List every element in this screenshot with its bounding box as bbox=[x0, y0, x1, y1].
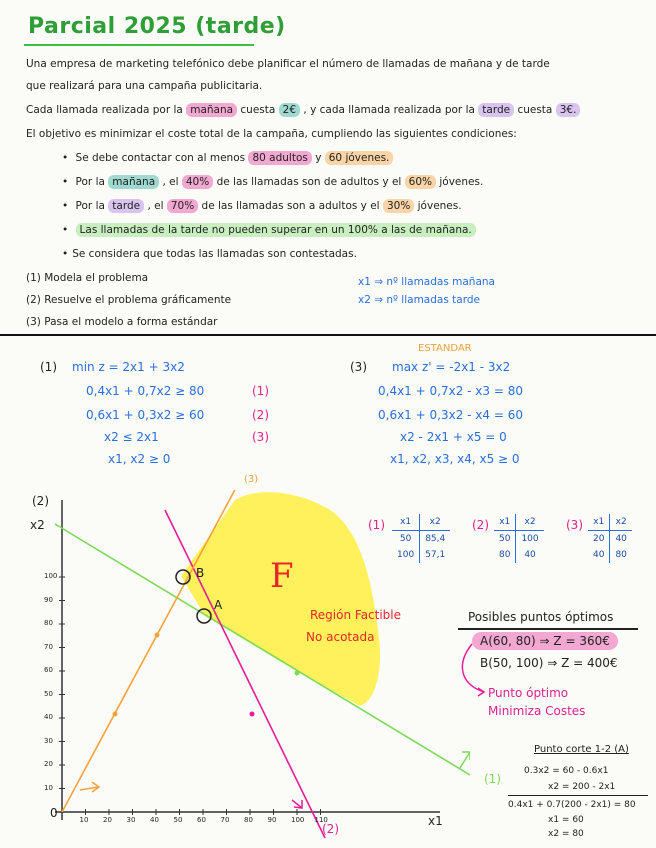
question-2: (2) Resuelve el problema gráficamente bbox=[26, 294, 232, 306]
text: y bbox=[315, 152, 322, 164]
table-cell: 50 bbox=[392, 531, 420, 548]
y-tick-label: 70 bbox=[44, 642, 53, 651]
line-3-dot bbox=[113, 712, 118, 717]
cut-divider bbox=[508, 795, 648, 796]
x-tick-label: 90 bbox=[267, 816, 277, 824]
bullet-1 bbox=[62, 152, 393, 164]
region-label-2: No acotada bbox=[306, 630, 375, 644]
statement-line-4: El objetivo es minimizar el coste total de la campaña, cumpliendo las siguientes condiciones: bbox=[26, 128, 517, 140]
statement-line-1: Una empresa de marketing telefónico debe planificar el número de llamadas de mañana y de tarde bbox=[26, 58, 550, 70]
cut-step-4: x1 = 60 bbox=[548, 815, 584, 825]
table-1-header-x1: x1 bbox=[392, 514, 420, 531]
point-b-label: B bbox=[196, 566, 205, 580]
cut-heading: Punto corte 1-2 (A) bbox=[534, 744, 629, 755]
highlight-adults: 80 adultos bbox=[248, 151, 311, 165]
table-cell: 40 bbox=[524, 550, 536, 560]
x-tick-label: 110 bbox=[314, 816, 328, 824]
standard-heading: ESTANDAR bbox=[418, 343, 472, 354]
line-3-tag: (3) bbox=[244, 474, 259, 485]
standard-constraint-2: 0,6x1 + 0,3x2 - x4 = 60 bbox=[378, 408, 523, 422]
feasible-region-letter: F bbox=[270, 556, 294, 596]
optimal-note-2: Minimiza Costes bbox=[488, 704, 586, 718]
question-3: (3) Pasa el modelo a forma estándar bbox=[26, 316, 218, 328]
table-1 bbox=[392, 514, 450, 563]
y-axis-label: x2 bbox=[30, 518, 45, 532]
x-tick-label: 70 bbox=[220, 816, 230, 824]
optimal-heading-underline bbox=[458, 628, 638, 630]
text: Por la bbox=[75, 200, 105, 212]
table-cell: 80 bbox=[494, 547, 516, 563]
table-cell: 100 bbox=[392, 547, 420, 563]
cut-step-3: 0.4x1 + 0.7(200 - 2x1) = 80 bbox=[508, 800, 636, 810]
variable-x1: x1 ⇒ nº llamadas mañana bbox=[358, 276, 495, 288]
y-tick-label: 100 bbox=[44, 572, 58, 580]
bullet-2 bbox=[62, 176, 483, 188]
text: Por la bbox=[75, 176, 105, 188]
model-label: (1) bbox=[40, 360, 57, 374]
highlight-70: 70% bbox=[167, 199, 198, 213]
line-1-dot bbox=[295, 671, 300, 676]
x-tick-label: 100 bbox=[291, 816, 305, 824]
y-tick-label: 30 bbox=[44, 736, 53, 745]
model-constraint-2: 0,6x1 + 0,3x2 ≥ 60 bbox=[86, 408, 205, 422]
cut-step-1: 0.3x2 = 60 - 0.6x1 bbox=[524, 766, 609, 776]
text: , el bbox=[162, 176, 179, 188]
line-2-dot bbox=[250, 712, 255, 717]
y-tick-label: 60 bbox=[44, 666, 53, 674]
model-objective: min z = 2x1 + 3x2 bbox=[72, 360, 185, 374]
highlight-condition: Las llamadas de la tarde no pueden superar en un 100% a las de mañana. bbox=[76, 223, 476, 237]
highlight-cost-morning: 2€ bbox=[279, 103, 300, 117]
highlight-cost-afternoon: 3€. bbox=[556, 103, 581, 117]
x-axis-label: x1 bbox=[428, 814, 443, 828]
arrow-line-3 bbox=[80, 782, 99, 792]
y-tick-label: 10 bbox=[44, 783, 53, 792]
text: jóvenes. bbox=[417, 200, 462, 212]
variable-x2: x2 ⇒ nº llamadas tarde bbox=[358, 294, 480, 306]
x-tick-label: 20 bbox=[103, 816, 112, 824]
table-2-header-x1: x1 bbox=[494, 514, 516, 531]
standard-objective: max z' = -2x1 - 3x2 bbox=[392, 360, 511, 374]
title-underline bbox=[24, 44, 254, 46]
highlight-manana: mañana bbox=[186, 103, 237, 117]
table-3 bbox=[588, 514, 632, 563]
standard-nonnegativity: x1, x2, x3, x4, x5 ≥ 0 bbox=[390, 452, 520, 466]
table-cell: 57,1 bbox=[425, 550, 446, 560]
text: Cada llamada realizada por la bbox=[26, 104, 183, 116]
question-1: (1) Modela el problema bbox=[26, 272, 149, 284]
origin-label: 0 bbox=[50, 806, 58, 820]
line-2-tag: (2) bbox=[322, 822, 339, 836]
standard-label: (3) bbox=[350, 360, 367, 374]
arrow-line-2 bbox=[292, 800, 302, 808]
model-constraint-3: x2 ≤ 2x1 bbox=[104, 430, 159, 444]
text: , y cada llamada realizada por la bbox=[303, 104, 475, 116]
x-tick-label: 10 bbox=[79, 816, 89, 824]
table-1-tag: (1) bbox=[368, 518, 385, 532]
text: de las llamadas son de adultos y el bbox=[216, 176, 402, 188]
table-2 bbox=[494, 514, 544, 563]
highlight-30: 30% bbox=[383, 199, 414, 213]
model-constraint-1: 0,4x1 + 0,7x2 ≥ 80 bbox=[86, 384, 205, 398]
table-cell: 100 bbox=[521, 534, 539, 544]
feasible-region bbox=[181, 492, 380, 706]
bullet-3 bbox=[62, 200, 462, 212]
arrow-line-1 bbox=[460, 752, 470, 768]
x-tick-label: 50 bbox=[173, 816, 183, 824]
optimal-point-a: A(60, 80) ⇒ Z = 360€ bbox=[472, 632, 618, 650]
table-cell: 80 bbox=[615, 550, 627, 560]
page-title: Parcial 2025 (tarde) bbox=[28, 14, 286, 39]
table-3-tag: (3) bbox=[566, 518, 583, 532]
graph-label: (2) bbox=[32, 494, 49, 508]
table-2-header-x2: x2 bbox=[516, 514, 544, 531]
y-tick-label: 90 bbox=[44, 595, 53, 604]
highlight-young: 60 jóvenes. bbox=[325, 151, 394, 165]
x-tick-label: 80 bbox=[244, 816, 253, 824]
table-cell: 40 bbox=[615, 534, 627, 544]
statement-line-2: que realizará para una campaña publicitaria. bbox=[26, 80, 263, 92]
model-nonnegativity: x1, x2 ≥ 0 bbox=[108, 452, 171, 466]
model-constraint-3-tag: (3) bbox=[252, 430, 269, 444]
y-tick-label: 80 bbox=[44, 619, 53, 627]
y-tick-label: 50 bbox=[44, 689, 53, 698]
table-cell: 40 bbox=[588, 547, 610, 563]
table-cell: 85,4 bbox=[425, 534, 446, 544]
cut-step-2: x2 = 200 - 2x1 bbox=[548, 782, 616, 792]
text: de las llamadas son a adultos y el bbox=[201, 200, 380, 212]
model-constraint-2-tag: (2) bbox=[252, 408, 269, 422]
bullet-5: • Se considera que todas las llamadas son contestadas. bbox=[62, 248, 357, 260]
section-divider bbox=[0, 334, 656, 336]
highlight-40: 40% bbox=[182, 175, 213, 189]
text: cuesta bbox=[240, 104, 276, 116]
point-a-label: A bbox=[214, 598, 223, 612]
highlight-manana: mañana bbox=[108, 175, 159, 189]
text: , el bbox=[147, 200, 164, 212]
line-3-dot bbox=[155, 633, 160, 638]
standard-constraint-3: x2 - 2x1 + x5 = 0 bbox=[400, 430, 507, 444]
table-cell: 20 bbox=[588, 531, 610, 548]
highlight-tarde: tarde bbox=[478, 103, 514, 117]
x-tick-label: 30 bbox=[126, 816, 136, 824]
optimal-heading: Posibles puntos óptimos bbox=[468, 610, 614, 624]
x-tick-label: 40 bbox=[150, 816, 159, 824]
text: cuesta bbox=[517, 104, 553, 116]
cut-step-5: x2 = 80 bbox=[548, 829, 584, 839]
standard-constraint-1: 0,4x1 + 0,7x2 - x3 = 80 bbox=[378, 384, 523, 398]
optimal-note-1: Punto óptimo bbox=[488, 686, 569, 700]
line-1-tag: (1) bbox=[484, 772, 501, 786]
y-tick-label: 20 bbox=[44, 760, 53, 768]
text: Se debe contactar con al menos bbox=[75, 152, 246, 164]
table-2-tag: (2) bbox=[472, 518, 489, 532]
x-tick-label: 60 bbox=[197, 816, 206, 824]
table-1-header-x2: x2 bbox=[420, 514, 451, 531]
table-3-header-x1: x1 bbox=[588, 514, 610, 531]
highlight-tarde: tarde bbox=[108, 199, 144, 213]
bullet-4 bbox=[62, 224, 476, 236]
table-cell: 50 bbox=[494, 531, 516, 548]
table-3-header-x2: x2 bbox=[610, 514, 632, 531]
text: jóvenes. bbox=[439, 176, 484, 188]
region-label-1: Región Factible bbox=[310, 608, 402, 622]
optimal-point-b: B(50, 100) ⇒ Z = 400€ bbox=[480, 656, 618, 670]
model-constraint-1-tag: (1) bbox=[252, 384, 269, 398]
y-tick-label: 40 bbox=[44, 713, 53, 721]
highlight-60: 60% bbox=[405, 175, 436, 189]
statement-line-3 bbox=[26, 104, 580, 116]
